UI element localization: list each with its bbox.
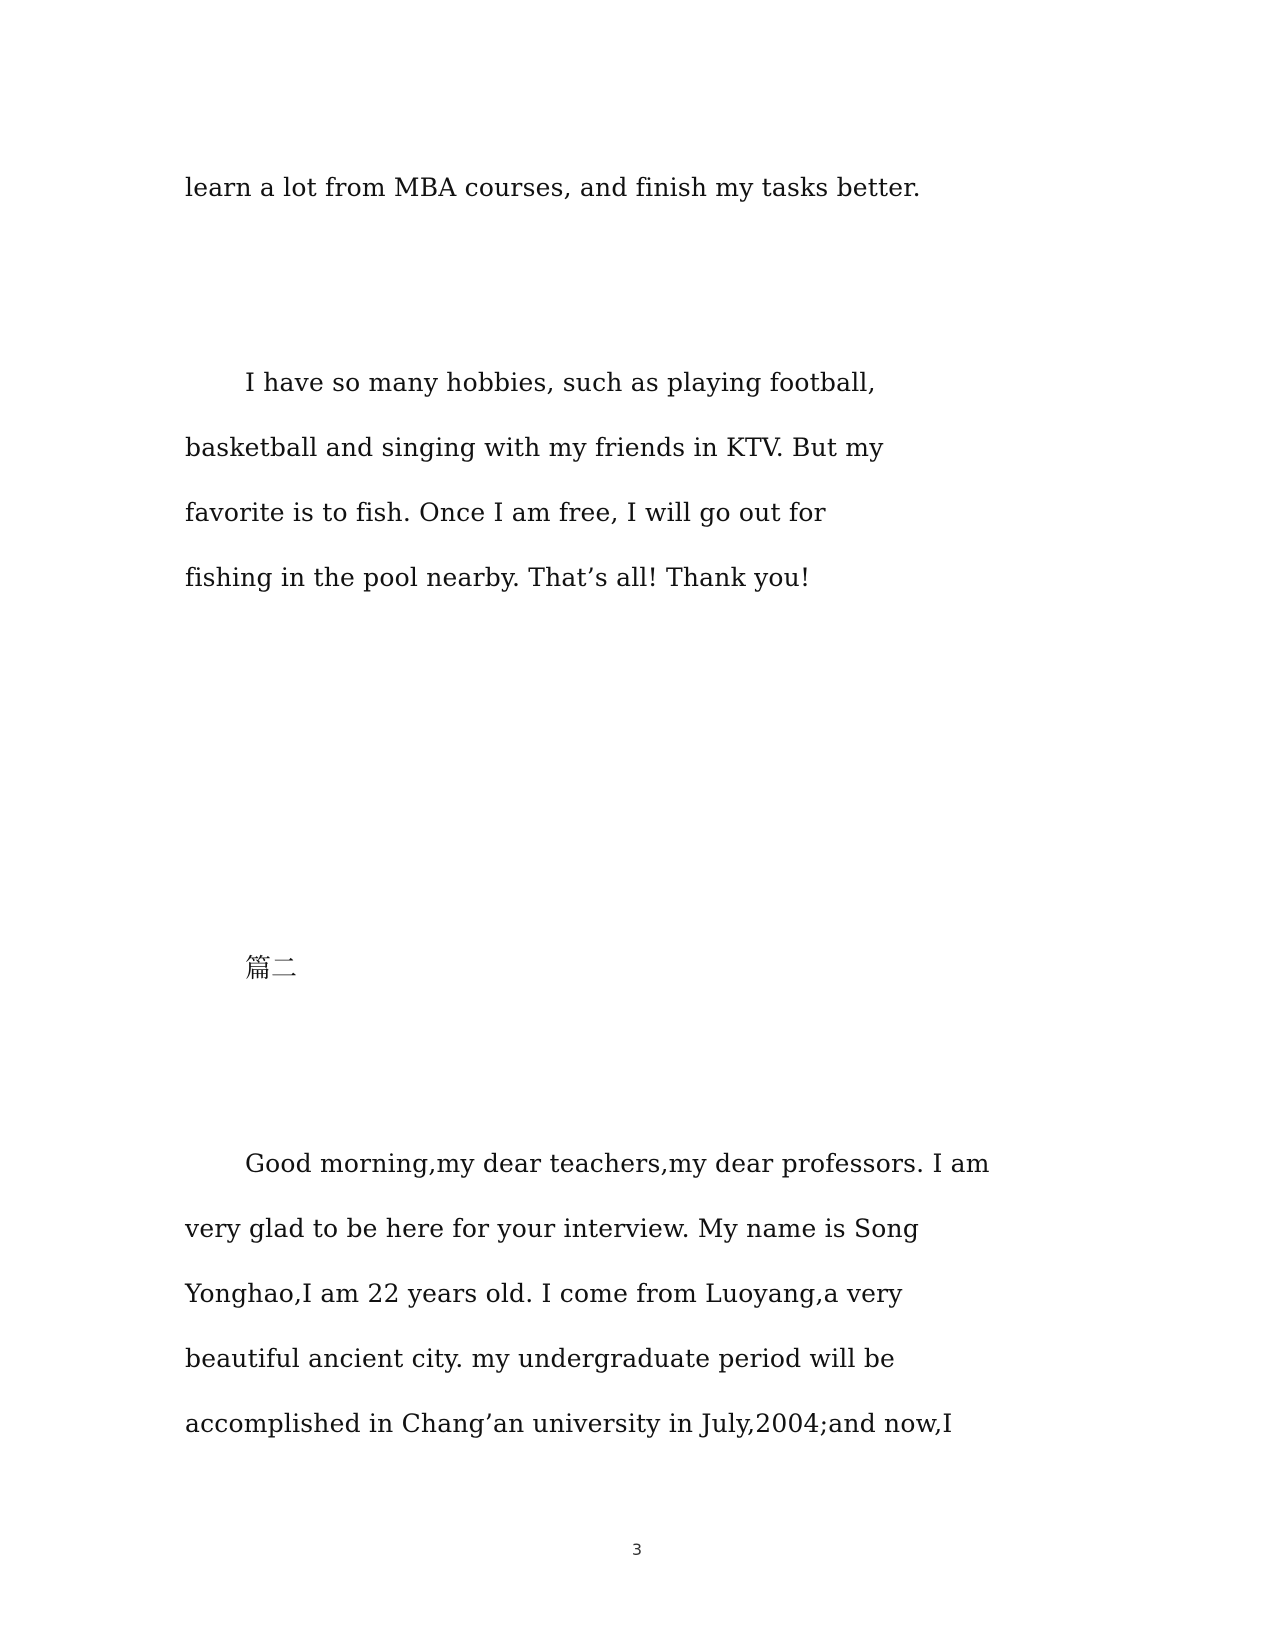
- paragraph-3-line-1: Good morning,my dear teachers,my dear professors. I am: [245, 1149, 990, 1178]
- paragraph-3-line-2: very glad to be here for your interview. My name is Song: [185, 1214, 920, 1243]
- paragraph-2-line-1: I have so many hobbies, such as playing football,: [245, 368, 876, 397]
- paragraph-3-line-5: accomplished in Chang’an university in July,2004;and now,I: [185, 1409, 953, 1438]
- paragraph-2-line-4: fishing in the pool nearby. That’s all! Thank you!: [185, 563, 811, 592]
- paragraph-1-line-1: learn a lot from MBA courses, and finish my tasks better.: [185, 173, 921, 202]
- paragraph-2-line-3: favorite is to fish. Once I am free, I will go out for: [185, 498, 826, 527]
- section-heading: 篇二: [245, 954, 298, 984]
- page-number: 3: [631, 1540, 643, 1559]
- paragraph-2-line-2: basketball and singing with my friends in KTV. But my: [185, 433, 884, 462]
- paragraph-3-line-3: Yonghao,I am 22 years old. I come from Luoyang,a very: [185, 1279, 903, 1308]
- paragraph-3-line-4: beautiful ancient city. my undergraduate period will be: [185, 1344, 896, 1373]
